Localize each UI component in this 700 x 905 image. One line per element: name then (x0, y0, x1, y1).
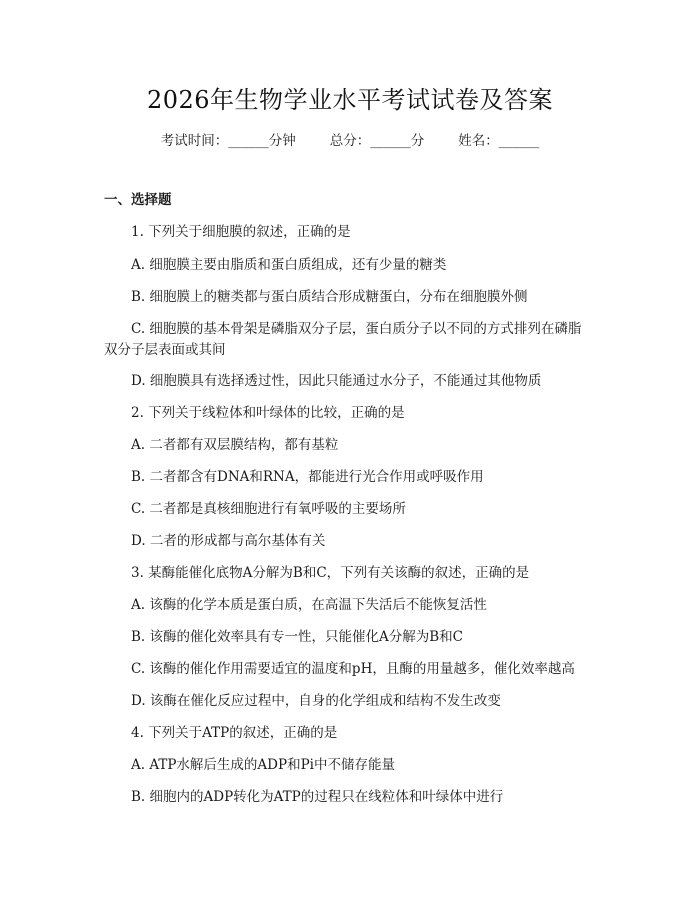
answer-option: B. 该酶的催化效率具有专一性，只能催化A分解为B和C (131, 629, 464, 645)
student-name-field: 姓名：______ (458, 133, 540, 149)
answer-option: A. ATP水解后生成的ADP和Pi中不储存能量 (131, 757, 395, 773)
question-stem: 2. 下列关于线粒体和叶绿体的比较，正确的是 (131, 405, 405, 421)
total-score-field: 总分：______分 (329, 133, 425, 149)
answer-option: B. 二者都含有DNA和RNA，都能进行光合作用或呼吸作用 (131, 469, 484, 485)
answer-option: A. 二者都有双层膜结构，都有基粒 (131, 437, 339, 453)
answer-option: C. 该酶的催化作用需要适宜的温度和pH，且酶的用量越多，催化效率越高 (131, 661, 575, 677)
question-stem: 1. 下列关于细胞膜的叙述，正确的是 (131, 224, 351, 240)
exam-time-field: 考试时间：______分钟 (160, 133, 296, 149)
question-stem: 4. 下列关于ATP的叙述，正确的是 (131, 725, 338, 741)
question-stem: 3. 某酶能催化底物A分解为B和C，下列有关该酶的叙述，正确的是 (131, 565, 530, 581)
answer-option: B. 细胞内的ADP转化为ATP的过程只在线粒体和叶绿体中进行 (131, 789, 504, 805)
answer-option: D. 该酶在催化反应过程中，自身的化学组成和结构不发生改变 (131, 693, 501, 709)
answer-option: C. 二者都是真核细胞进行有氧呼吸的主要场所 (131, 501, 406, 517)
page-title: 2026年生物学业水平考试试卷及答案 (146, 86, 554, 114)
answer-option: C. 细胞膜的基本骨架是磷脂双分子层，蛋白质分子以不同的方式排列在磷脂双分子层表面或其间 (104, 321, 582, 358)
exam-meta (0, 131, 700, 151)
answer-option: A. 细胞膜主要由脂质和蛋白质组成，还有少量的糖类 (131, 257, 447, 273)
answer-option: D. 二者的形成都与高尔基体有关 (131, 533, 326, 549)
section-heading: 一、选择题 (104, 192, 172, 208)
answer-option: B. 细胞膜上的糖类都与蛋白质结合形成糖蛋白，分布在细胞膜外侧 (131, 289, 528, 305)
answer-option: A. 该酶的化学本质是蛋白质，在高温下失活后不能恢复活性 (131, 597, 487, 613)
answer-option: D. 细胞膜具有选择透过性，因此只能通过水分子，不能通过其他物质 (131, 373, 542, 389)
